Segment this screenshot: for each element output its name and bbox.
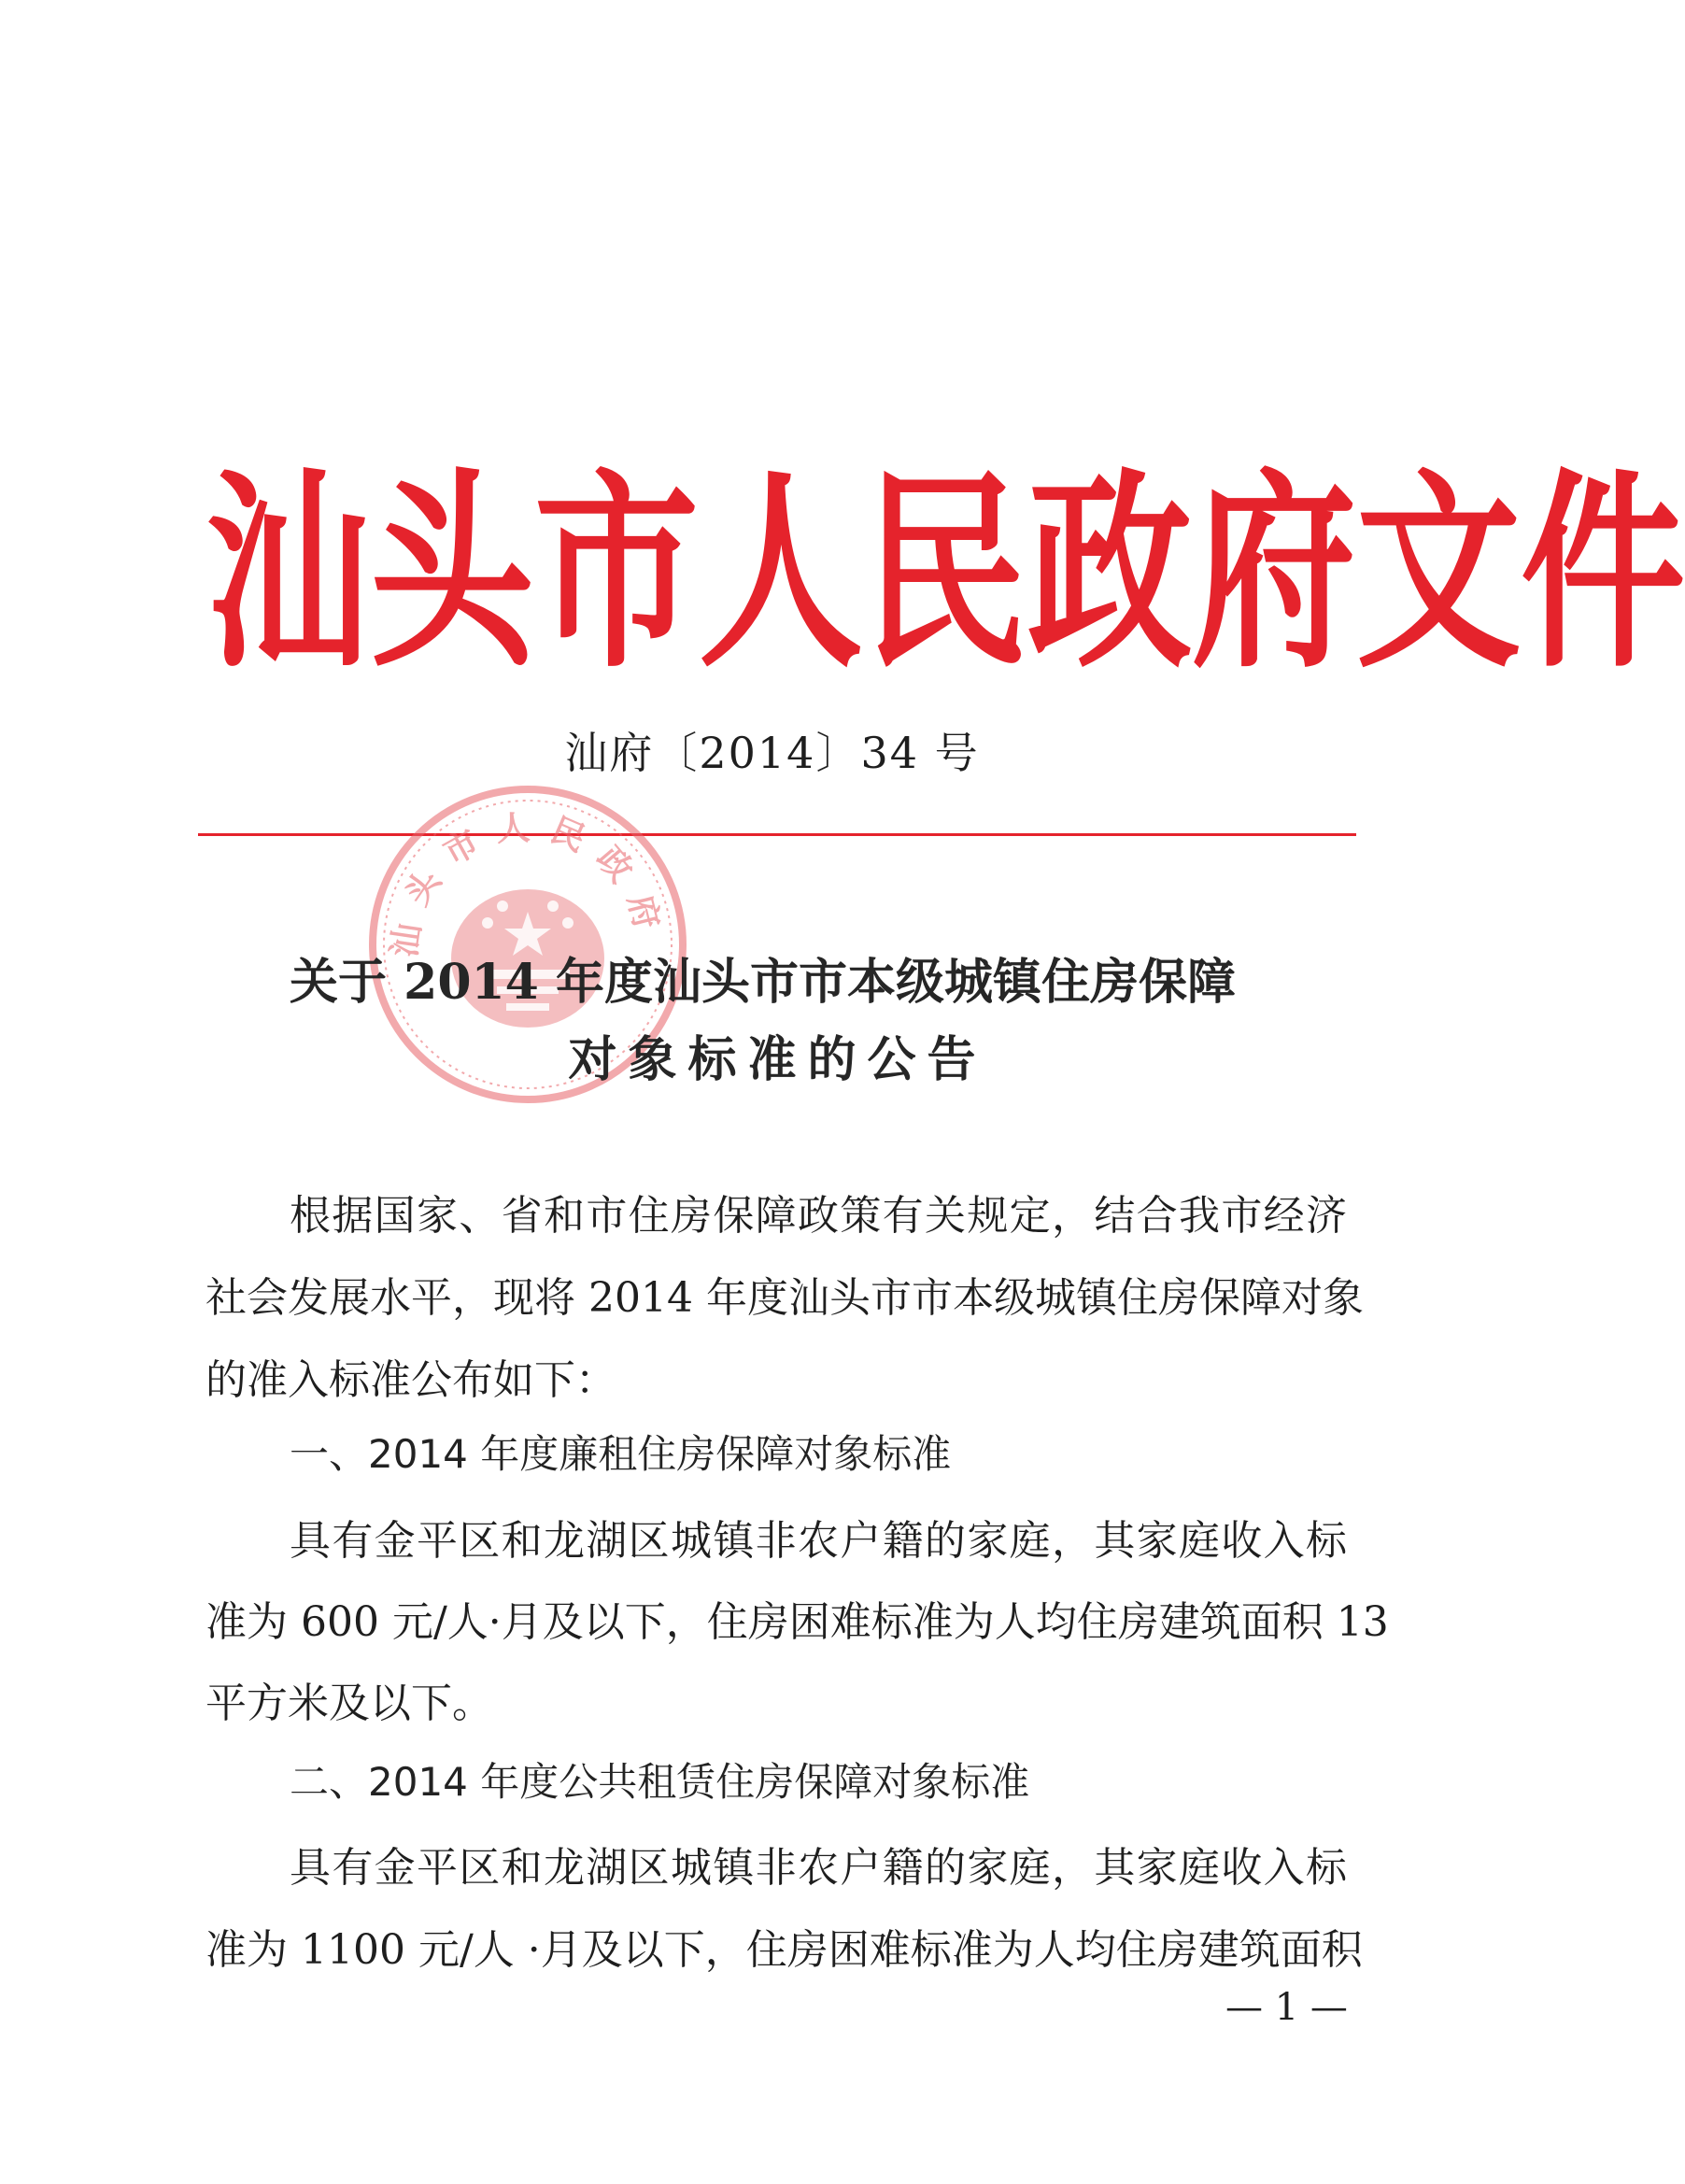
paragraph-line: 平方米及以下。 — [205, 1680, 493, 1727]
masthead-char: 件 — [1521, 451, 1685, 697]
seal-text: 汕头市人民政府 — [385, 808, 671, 960]
masthead-char: 人 — [699, 451, 864, 697]
masthead-char: 市 — [534, 451, 700, 697]
section-heading: 一、2014 年度廉租住房保障对象标准 — [290, 1431, 952, 1477]
paragraph-line: 根据国家、省和市住房保障政策有关规定，结合我市经济 — [290, 1192, 1347, 1240]
section-heading: 二、2014 年度公共租赁住房保障对象标准 — [290, 1759, 1030, 1805]
masthead — [205, 431, 1685, 717]
announcement-title-line2: 对象标准的公告 — [568, 1031, 987, 1088]
paragraph-line: 准为 600 元/人·月及以下，住房困难标准为人均住房建筑面积 13 — [205, 1598, 1389, 1646]
masthead-char: 汕 — [205, 451, 371, 697]
announcement-title-line1: 关于 2014 年度汕头市市本级城镇住房保障 — [290, 954, 1236, 1011]
masthead-char: 民 — [863, 451, 1028, 697]
masthead-char: 政 — [1027, 451, 1193, 697]
page-number: — 1 — — [1225, 1986, 1348, 2029]
paragraph-line: 具有金平区和龙湖区城镇非农户籍的家庭，其家庭收入标 — [290, 1517, 1347, 1565]
masthead-char: 头 — [370, 451, 535, 697]
paragraph-line: 的准入标准公布如下： — [205, 1356, 616, 1404]
paragraph-line: 准为 1100 元/人 ·月及以下，住房困难标准为人均住房建筑面积 — [205, 1926, 1363, 1974]
masthead-char: 文 — [1356, 451, 1522, 697]
document-number: 汕府〔2014〕34 号 — [564, 728, 980, 778]
masthead-char: 府 — [1192, 451, 1357, 697]
paragraph-line: 具有金平区和龙湖区城镇非农户籍的家庭，其家庭收入标 — [290, 1844, 1347, 1892]
paragraph-line: 社会发展水平，现将 2014 年度汕头市市本级城镇住房保障对象 — [205, 1274, 1364, 1322]
